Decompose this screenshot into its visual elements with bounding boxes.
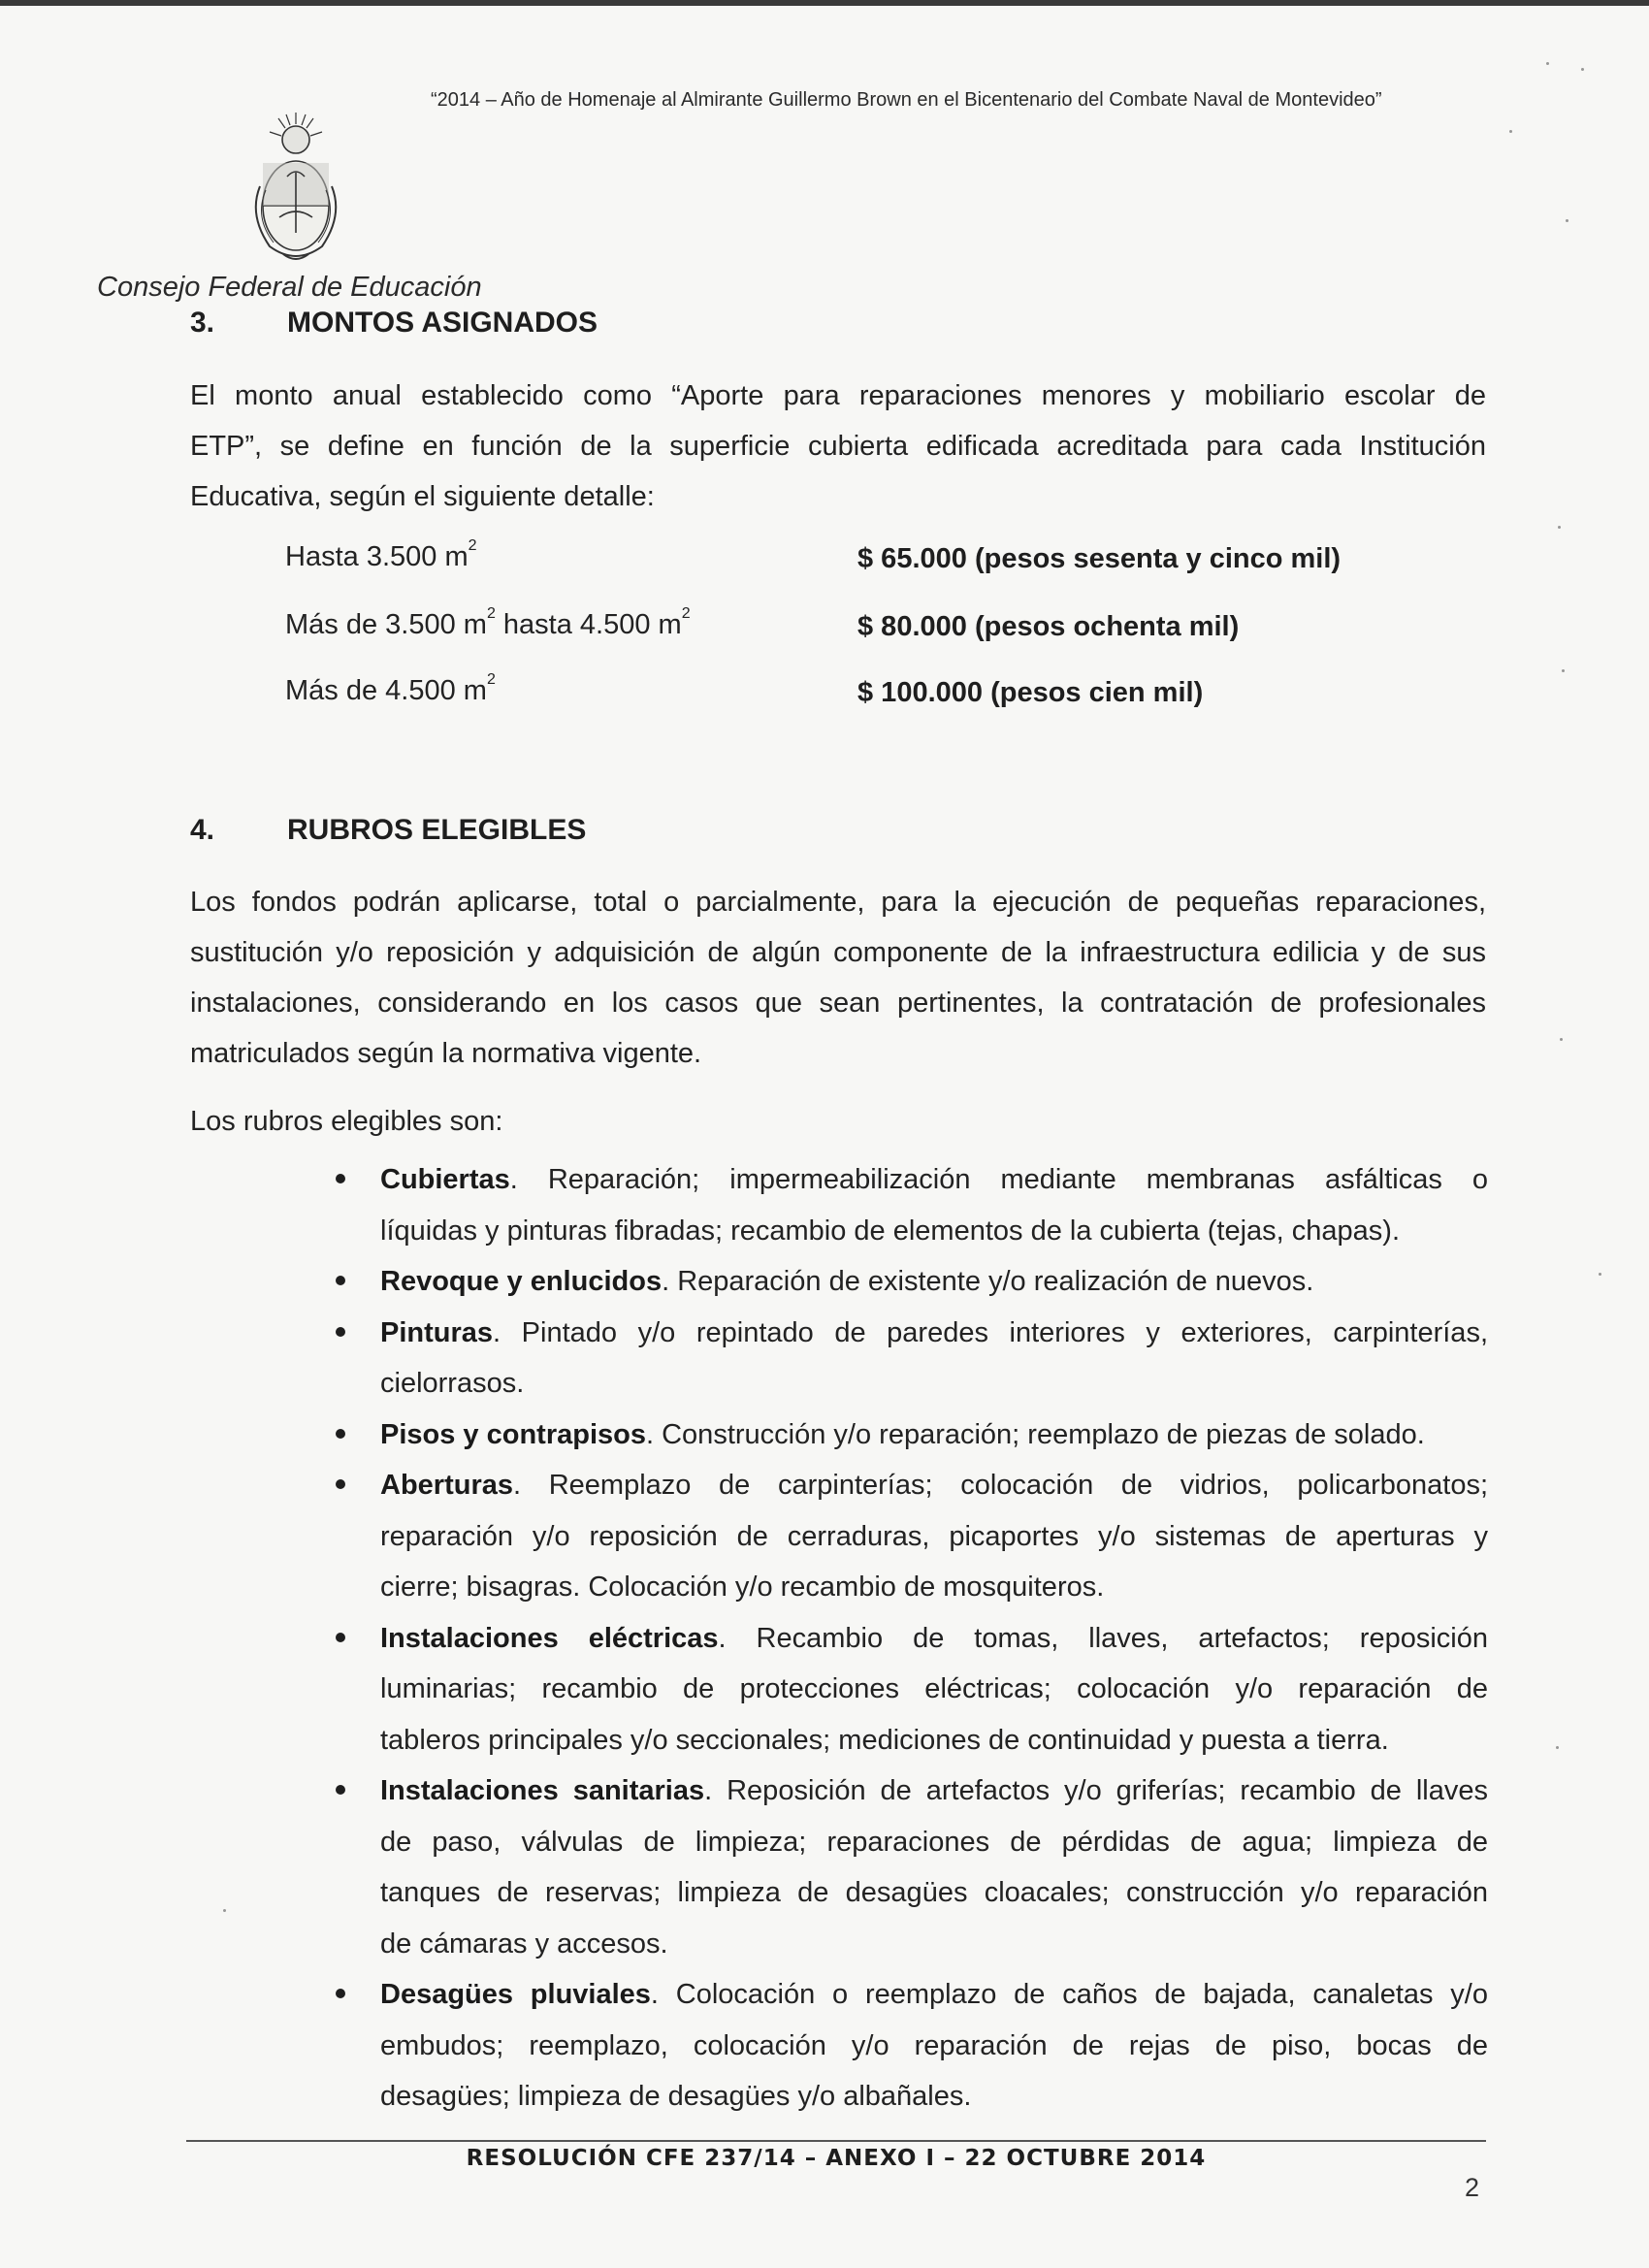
- amount-row: [285, 537, 1498, 584]
- section-3-heading: [190, 307, 598, 340]
- bullet-icon: [336, 1479, 345, 1489]
- bullet-icon: [336, 1429, 345, 1439]
- header-motto: “2014 – Año de Homenaje al Almirante Guillermo Brown en el Bicentenario del Combate Naval de Montevideo”: [431, 89, 1382, 111]
- scan-speck: [1556, 1746, 1559, 1749]
- bullet-icon: [336, 1174, 345, 1183]
- list-item: Desagües pluviales. Colocación o reemplazo de caños de bajada, canaletas y/o embudos; reemplazo, colocación y/o reparación de rejas de piso, bocas de desagües; limpieza de desagües y/o albañales.: [336, 1969, 1488, 2122]
- council-name: Consejo Federal de Educación: [97, 272, 482, 303]
- paragraph-line: matriculados según la normativa vigente.: [190, 1038, 702, 1069]
- section-3-title: MONTOS ASIGNADOS: [287, 307, 598, 339]
- scan-speck: [1546, 62, 1549, 65]
- bullet-icon: [336, 1633, 345, 1642]
- item-title: Instalaciones eléctricas: [380, 1622, 719, 1654]
- amount-label: Hasta 3.500 $m^2$: [285, 537, 477, 572]
- section-3-paragraph: [190, 371, 1486, 522]
- item-title: Instalaciones sanitarias: [380, 1775, 705, 1806]
- amount-value: $ 80.000 (pesos ochenta mil): [857, 611, 1240, 642]
- eligible-items-list: [336, 1154, 1488, 2122]
- list-item: Instalaciones eléctricas. Recambio de tomas, llaves, artefactos; reposición luminarias; recambio de protecciones eléctricas; colocación y/o reparación de tableros principales y/o seccionales; mediciones de continuidad y puesta a tierra.: [336, 1613, 1488, 1766]
- section-3-number: 3.: [190, 307, 215, 339]
- paragraph-line: instalaciones, considerando en los casos que sean pertinentes, la contratación de profesionales: [190, 988, 1486, 1019]
- paragraph-line: Educativa, según el siguiente detalle:: [190, 481, 655, 512]
- item-title: Pinturas: [380, 1316, 494, 1348]
- scan-speck: [1599, 1273, 1601, 1276]
- scan-speck: [1566, 219, 1568, 222]
- amount-value: $ 65.000 (pesos sesenta y cinco mil): [857, 543, 1342, 574]
- item-title: Pisos y contrapisos: [380, 1418, 646, 1450]
- section-4-paragraph: [190, 877, 1486, 1079]
- scan-speck: [1560, 1038, 1563, 1041]
- scan-top-edge: [0, 0, 1649, 6]
- amount-label: Más de 4.500 $m^2$: [285, 671, 496, 706]
- footer-reference: RESOLUCIÓN CFE 237/14 – ANEXO I – 22 OCTUBRE 2014: [466, 2146, 1207, 2171]
- scan-speck: [1562, 669, 1565, 672]
- item-title: Desagües pluviales: [380, 1979, 651, 2010]
- footer-rule: [186, 2140, 1486, 2142]
- amount-label: Más de 3.500 $m^2$ hasta 4.500 $m^2$: [285, 605, 691, 640]
- bullet-icon: [336, 1785, 345, 1795]
- scan-speck: [1581, 68, 1584, 71]
- amount-row: [285, 671, 1498, 718]
- list-item: Instalaciones sanitarias. Reposición de artefactos y/o griferías; recambio de llaves de paso, válvulas de limpieza; reparaciones de pérdidas de agua; limpieza de tanques de reservas; limpieza de desagües cloacales; construcción y/o reparación de cámaras y accesos.: [336, 1766, 1488, 1969]
- section-4-heading: [190, 814, 586, 847]
- page-number: 2: [1465, 2173, 1480, 2202]
- section-4-number: 4.: [190, 814, 215, 846]
- list-item: Cubiertas. Reparación; impermeabilización mediante membranas asfálticas o líquidas y pinturas fibradas; recambio de elementos de la cubierta (tejas, chapas).: [336, 1154, 1488, 1256]
- item-title: Revoque y enlucidos: [380, 1266, 663, 1297]
- item-title: Aberturas: [380, 1470, 513, 1501]
- scan-speck: [1558, 526, 1561, 529]
- paragraph-line: El monto anual establecido como “Aporte para reparaciones menores y mobiliario escolar de: [190, 380, 1486, 411]
- scan-speck: [1509, 130, 1512, 133]
- list-item: Pinturas. Pintado y/o repintado de paredes interiores y exteriores, carpinterías, cielorrasos.: [336, 1308, 1488, 1409]
- paragraph-line: ETP”, se define en función de la superficie cubierta edificada acreditada para cada Institución: [190, 431, 1486, 462]
- section-4-title: RUBROS ELEGIBLES: [287, 814, 587, 846]
- list-item: Pisos y contrapisos. Construcción y/o reparación; reemplazo de piezas de solado.: [336, 1409, 1488, 1461]
- list-item: Aberturas. Reemplazo de carpinterías; colocación de vidrios, policarbonatos; reparación y/o reposición de cerraduras, picaportes y/o sistemas de aperturas y cierre; bisagras. Colocación y/o recambio de mosquiteros.: [336, 1460, 1488, 1613]
- bullet-icon: [336, 1327, 345, 1337]
- eligible-intro: Los rubros elegibles son:: [190, 1106, 503, 1137]
- amount-row: [285, 605, 1498, 652]
- coat-of-arms-icon: [241, 109, 351, 274]
- paragraph-line: Los fondos podrán aplicarse, total o parcialmente, para la ejecución de pequeñas reparaciones,: [190, 887, 1486, 918]
- scan-speck: [223, 1909, 226, 1912]
- amount-value: $ 100.000 (pesos cien mil): [857, 677, 1204, 708]
- item-title: Cubiertas: [380, 1164, 510, 1195]
- list-item: Revoque y enlucidos. Reparación de existente y/o realización de nuevos.: [336, 1256, 1488, 1308]
- paragraph-line: sustitución y/o reposición y adquisición de algún componente de la infraestructura edilicia y de sus: [190, 937, 1486, 968]
- bullet-icon: [336, 1276, 345, 1285]
- bullet-icon: [336, 1989, 345, 1998]
